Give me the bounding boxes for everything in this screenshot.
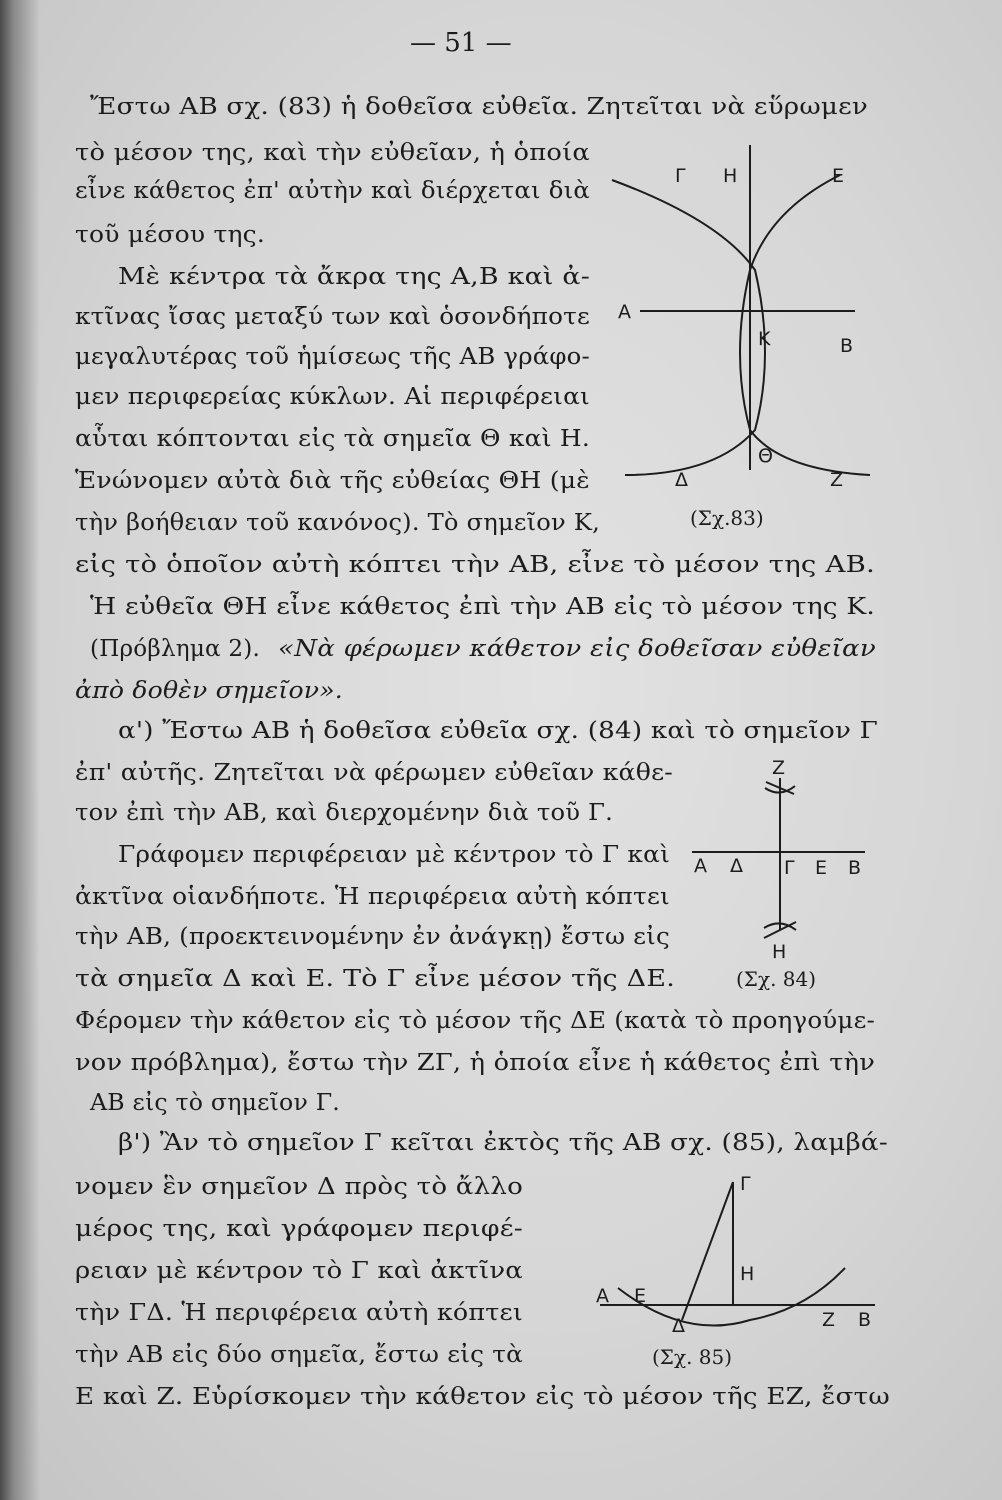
fig83-label-delta: Δ (675, 469, 688, 491)
fig83-caption: (Σχ.83) (690, 506, 764, 530)
fig85-label-gamma: Γ (740, 1173, 751, 1195)
text-line: νον πρόβλημα), ἔστω τὴν ΖΓ, ἡ ὁποία εἶνε ἡ κάθετος ἐπὶ τὴν (75, 1050, 875, 1076)
text-line: τὴν ΓΔ. Ἡ περιφέρεια αὐτὴ κόπτει (75, 1300, 523, 1326)
fig85-label-delta: Δ (672, 1315, 685, 1337)
text-line: Ἔστω ΑΒ σχ. (83) ἡ δοθεῖσα εὐθεῖα. Ζητεῖται νὰ εὕρωμεν (90, 94, 868, 120)
fig83-label-gamma: Γ (675, 165, 686, 187)
text-line: β') Ἂν τὸ σημεῖον Γ κεῖται ἐκτὸς τῆς ΑΒ σχ. (85), λαμβά- (118, 1130, 888, 1156)
text-line: μέρος της, καὶ γράφομεν περιφέ- (75, 1216, 523, 1242)
text-line: ἀκτῖνα οἱανδήποτε. Ἡ περιφέρεια αὐτὴ κόπτει (75, 884, 670, 910)
fig85-label-eta: Η (740, 1263, 755, 1285)
text-line: τὸ μέσον της, καὶ τὴν εὐθεῖαν, ἡ ὁποία (75, 140, 590, 166)
page-binding-shadow (0, 0, 40, 1500)
text-line: Φέρομεν τὴν κάθετον εἰς τὸ μέσον τῆς ΔΕ (κατὰ τὸ προηγούμε- (75, 1008, 875, 1034)
text-line: εἰς τὸ ὁποῖον αὐτὴ κόπτει τὴν ΑΒ, εἶνε τὸ μέσον της ΑΒ. (75, 552, 875, 578)
fig83-arc-left (612, 180, 765, 475)
text-line: τὴν ΑΒ εἰς δύο σημεῖα, ἔστω εἰς τὰ (75, 1342, 523, 1368)
fig83-label-kappa: Κ (758, 328, 771, 350)
figure-83 (600, 130, 890, 520)
fig84-label-gamma: Γ (784, 857, 795, 879)
text-line: ρειαν μὲ κέντρον τὸ Γ καὶ ἀκτῖνα (75, 1258, 523, 1284)
text-line: μεν περιφερείας κύκλων. Αἱ περιφέρειαι (75, 384, 590, 410)
text-line: νομεν ἓν σημεῖον Δ πρὸς τὸ ἄλλο (75, 1174, 523, 1200)
text-line: κτῖνας ἴσας μεταξύ των καὶ ὁσονδήποτε (75, 304, 590, 330)
text-line: τὴν βοήθειαν τοῦ κανόνος). Τὸ σημεῖον Κ, (75, 510, 600, 536)
fig83-label-epsilon: Ε (832, 165, 845, 187)
text-line: αὗται κόπτονται εἰς τὰ σημεῖα Θ καὶ Η. (75, 426, 590, 452)
fig83-label-eta: Η (723, 165, 738, 187)
fig84-label-epsilon: Ε (815, 857, 828, 879)
text-line: τοῦ μέσου της. (75, 222, 265, 248)
fig85-arc (618, 1268, 845, 1326)
fig84-label-delta: Δ (730, 855, 743, 877)
figure-85 (590, 1170, 890, 1340)
fig84-label-zeta: Ζ (772, 757, 786, 779)
fig84-label-beta: Β (848, 857, 862, 879)
page-number: — 51 — (410, 28, 512, 58)
text-line: Ε καὶ Ζ. Εὑρίσκομεν τὴν κάθετον εἰς τὸ μέσον τῆς ΕΖ, ἔστω (75, 1384, 890, 1410)
fig83-label-alpha: Α (618, 301, 631, 323)
fig85-label-epsilon: Ε (634, 1285, 647, 1307)
fig84-label-eta: Η (772, 941, 787, 963)
fig83-arc-right (740, 175, 870, 475)
text-line: ἐπ' αὐτῆς. Ζητεῖται νὰ φέρωμεν εὐθεῖαν κάθε- (75, 760, 673, 786)
text-line: τὰ σημεῖα Δ καὶ Ε. Τὸ Γ εἶνε μέσον τῆς ΔΕ. (75, 966, 675, 992)
fig85-caption: (Σχ. 85) (652, 1345, 733, 1369)
fig85-label-alpha: Α (596, 1285, 609, 1307)
fig85-label-beta: Β (858, 1309, 872, 1331)
text-line: ἀπὸ δοθὲν σημεῖον». (75, 678, 343, 704)
text-line: «Νὰ φέρωμεν κάθετον εἰς δοθεῖσαν εὐθεῖαν (278, 636, 876, 662)
text-line: Μὲ κέντρα τὰ ἄκρα της Α,Β καὶ ἀ- (118, 264, 590, 290)
text-line: (Πρόβλημα 2). (90, 636, 260, 662)
text-line: Γράφομεν περιφέρειαν μὲ κέντρον τὸ Γ καὶ (118, 842, 670, 868)
text-line: τὴν ΑΒ, (προεκτεινομένην ἐν ἀνάγκῃ) ἔστω εἰς (75, 924, 670, 950)
fig83-label-beta: Β (840, 335, 854, 357)
text-line: μεγαλυτέρας τοῦ ἡμίσεως τῆς ΑΒ γράφο- (75, 344, 590, 370)
fig85-radius-gd (682, 1182, 733, 1320)
fig84-label-alpha: Α (694, 855, 707, 877)
fig85-label-zeta: Ζ (822, 1309, 836, 1331)
text-line: ΑΒ εἰς τὸ σημεῖον Γ. (90, 1090, 340, 1116)
text-line: Ἑνώνομεν αὐτὰ διὰ τῆς εὐθείας ΘΗ (μὲ (75, 468, 590, 494)
fig84-caption: (Σχ. 84) (736, 967, 817, 991)
figure-84 (680, 757, 880, 970)
text-line: τον ἐπὶ τὴν ΑΒ, καὶ διερχομένην διὰ τοῦ Γ. (75, 800, 613, 826)
fig83-label-zeta: Ζ (830, 469, 844, 491)
text-line: εἶνε κάθετος ἐπ' αὐτὴν καὶ διέρχεται διὰ (75, 178, 590, 204)
fig83-label-theta: Θ (758, 445, 773, 467)
text-line: Ἡ εὐθεῖα ΘΗ εἶνε κάθετος ἐπὶ τὴν ΑΒ εἰς τὸ μέσον της Κ. (90, 594, 875, 620)
text-line: α') Ἔστω ΑΒ ἡ δοθεῖσα εὐθεῖα σχ. (84) καὶ τὸ σημεῖον Γ (118, 718, 878, 744)
